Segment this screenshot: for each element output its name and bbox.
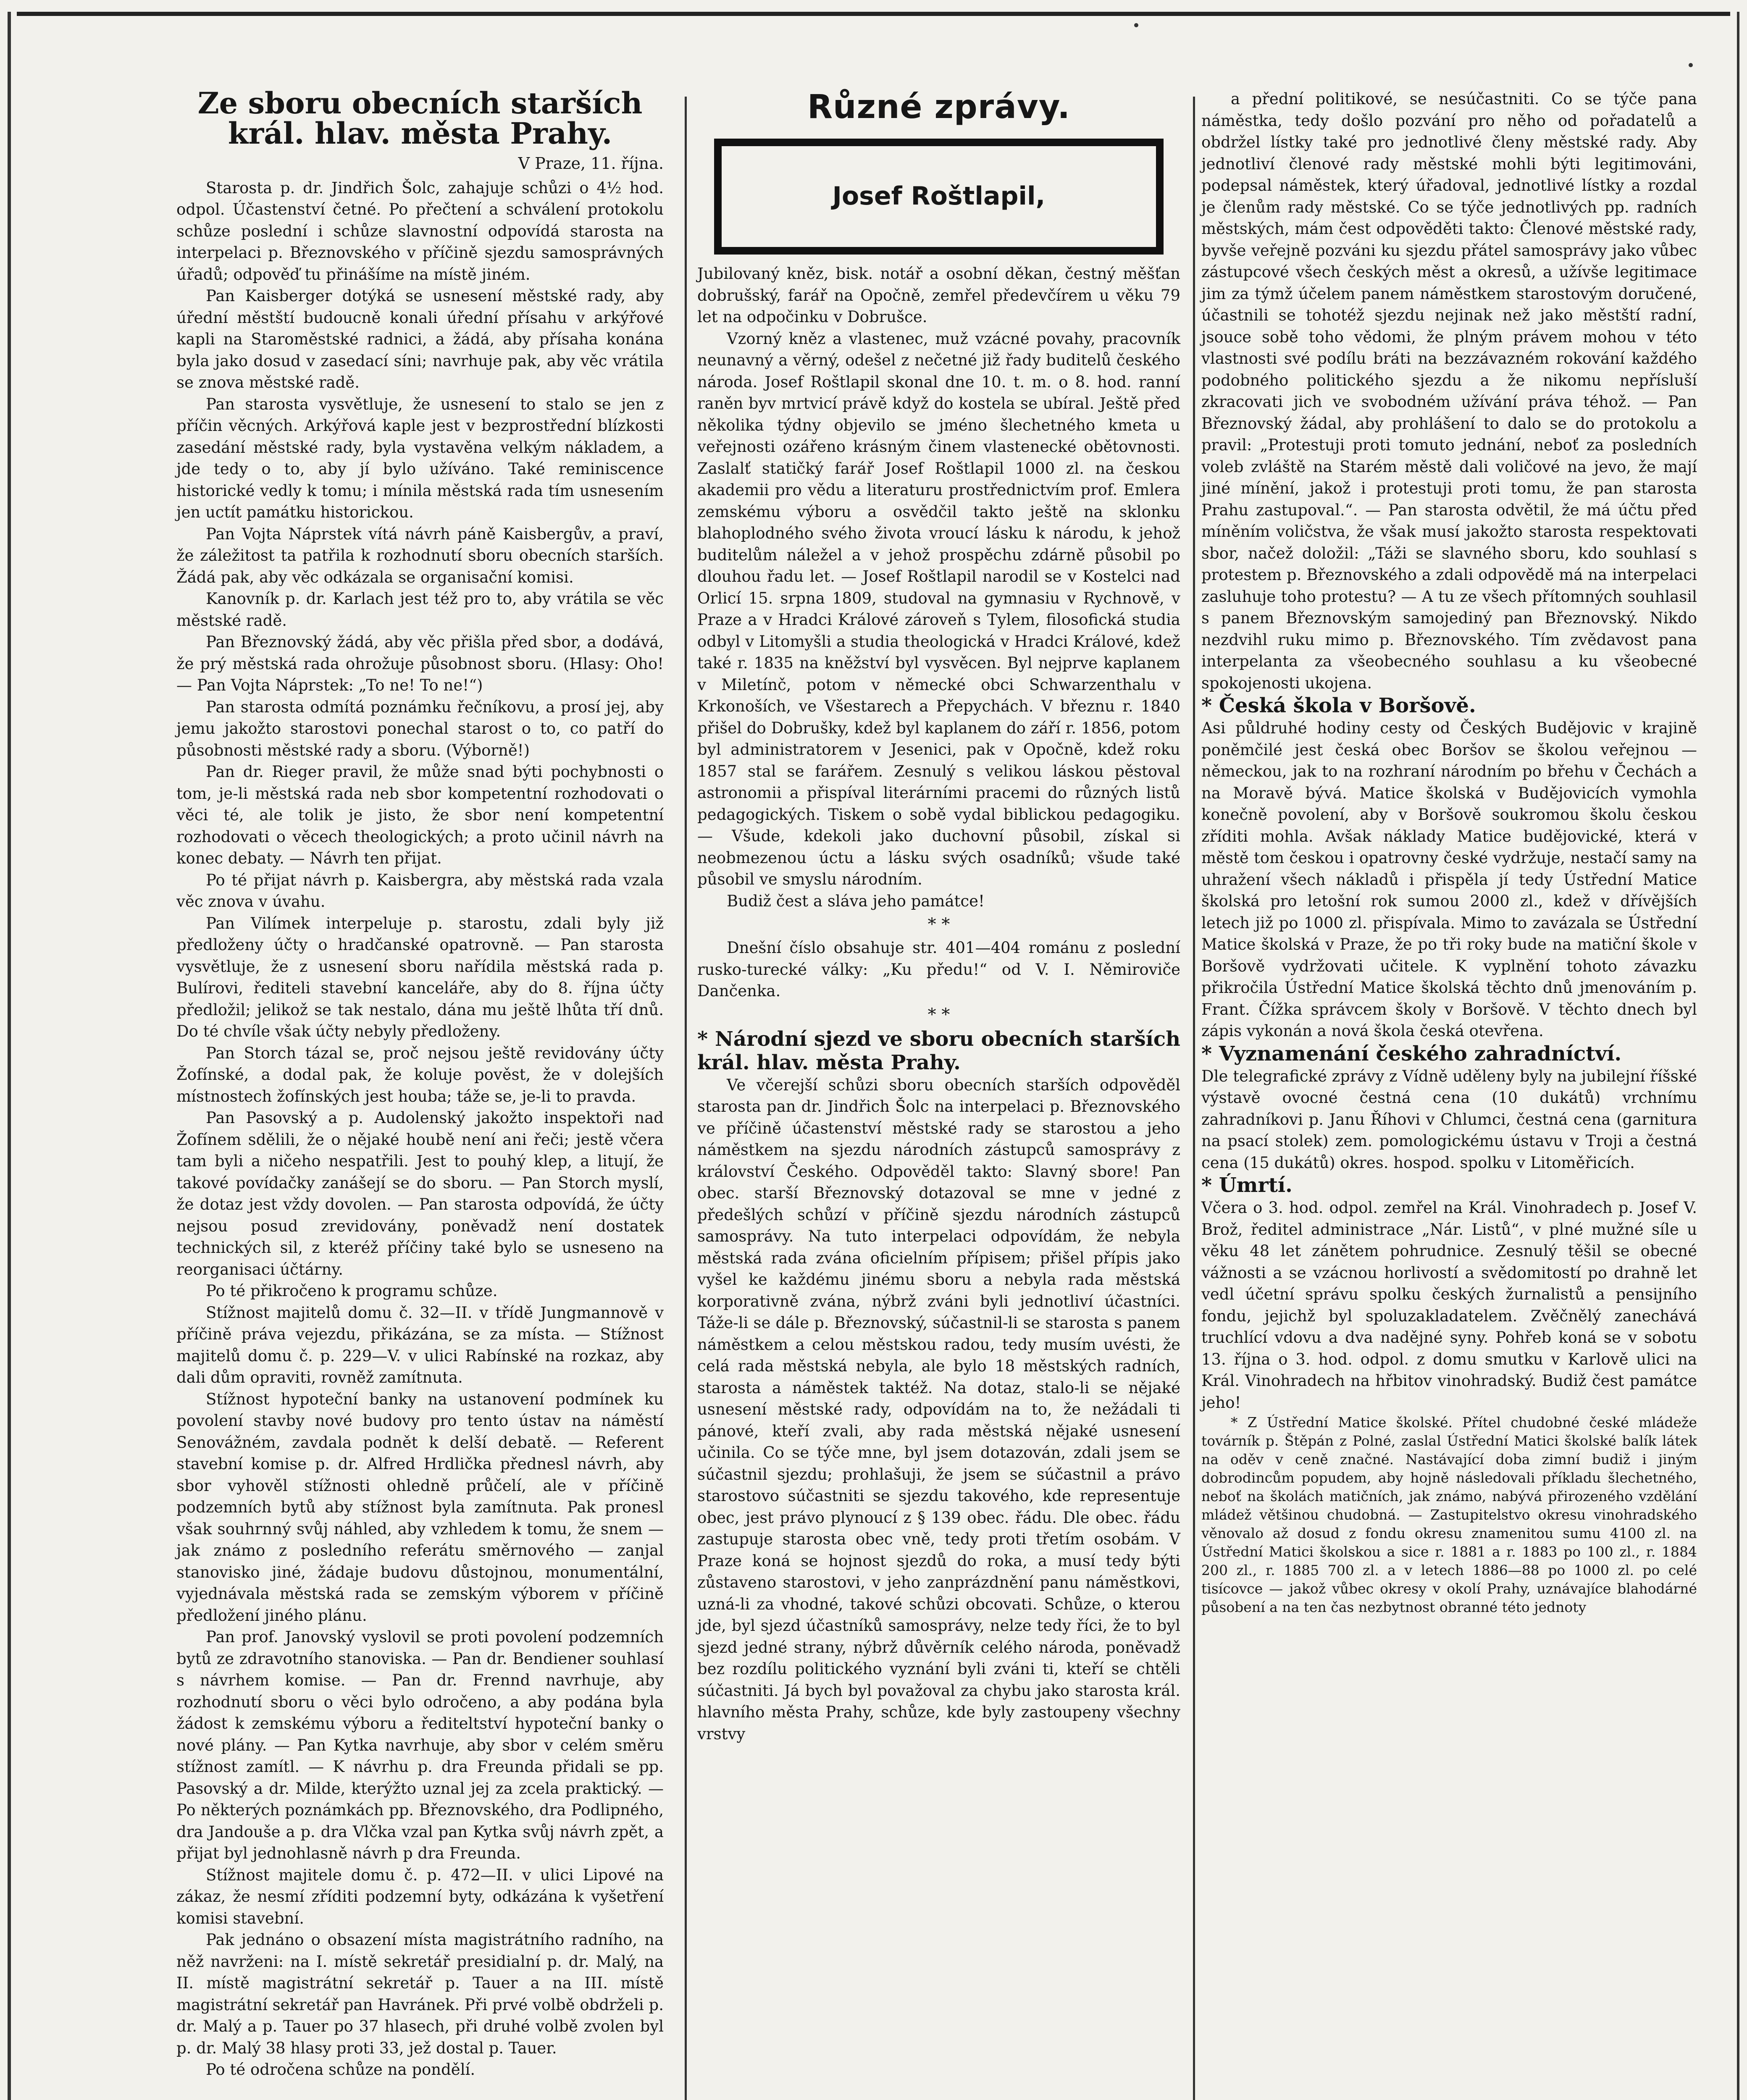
paragraph: Kanovník p. dr. Karlach jest též pro to, aby vrátila se věc městské radě. [176,590,664,630]
column-rule-1 [685,97,687,2100]
obituary-intro: Jubilovaný kněz, bisk. notář a osobní děkan, čestný měšťan dobrušský, farář na Opočně, zemřel předevčírem u věku 79 let na odpočinku v Dobrušce. [697,265,1180,326]
paragraph: Stížnost majitelů domu č. 32—II. v třídě Jungmannově v příčině práva vejezdu, přikázána, se za místa. — Stížnost majitelů domu č. p. 229—V. v ulici Rabínské na rozkaz, aby dali dům opraviti, rovněž zamítnuta. [176,1303,664,1386]
paragraph: Pak jednáno o obsazení místa magistrátního radního, na něž navrženi: na I. místě sekretář presidialní p. dr. Malý, na II. místě magistrátní sekretář p. Tauer a na III. místě magistrátní sekretář pan Havránek. Při prvé volbě obdrželi p. dr. Malý a p. Tauer po 37 hlasech, při druhé volbě zvolen byl p. dr. Malý 38 hlasy proti 33, jež dostal p. Tauer. [176,1931,664,2057]
end-rule [176,2091,664,2100]
paragraph: Vzorný kněz a vlastenec, muž vzácné povahy, pracovník neunavný a věrný, odešel z nečetné již řady buditelů českého národa. Josef Roštlapil skonal dne 10. t. m. o 8. hod. ranní raněn byv mrtvicí právě když do kostela se ubíral. Ještě před několika týdny objevilo se jméno šlechetného kmeta u veřejnosti ozářeno krásným činem vlastenecké obětovnosti. Zaslalť statičký farář Josef Roštlapil 1000 zl. na českou akademii pro vědu a literaturu prostřednictvím prof. Emlera zemskému výboru a osvědčil takto ještě na sklonku blahoplodného svého života vroucí lásku k národu, k jehož buditelům náležel a v jehož prospěchu zdárně působil po dlouhou řadu let. — Josef Roštlapil narodil se v Kostelci nad Orlicí 15. srpna 1809, studoval na gymnasiu v Rychnově, v Praze a v Hradci Králové zároveň s Tylem, filosofická studia odbyl v Litomyšli a studia theologická v Hradci Králové, kdež také r. 1835 na kněžství byl vysvěcen. Byl nejprve kaplanem v Miletínč, potom v německé obci Schwarzenthalu v Krkonoších, ve Všestarech a Přepychách. V březnu r. 1840 přišel do Dobrušky, kdež byl kaplanem do září r. 1856, potom byl administratorem v Jesenici, pak v Opočně, kdež roku 1857 stal se farářem. Zesnulý s velikou láskou pěstoval astronomii a přispíval literárními pracemi do různých listů pedagogických. Tiskem o sobě vydal biblickou pedagogiku. — Všude, kdekoli jako duchovní působil, získal si neobmezenou úctu a lásku svých osadníků; všude také působil ve smyslu národním. [697,329,1180,888]
vyznam-text: Dle telegrafické zprávy z Vídně uděleny byly na jubilejní říšské výstavě ovocné čestná cena (10 dukátů) vrchnímu zahradníkovi p. Janu Říhovi v Chlumci, čestná cena (garnitura na psací stolek) zem. pomologickému ústavu v Troji a čestná cena (15 dukátů) okres. hospod. spolku v Litoměřicích. [1201,1067,1697,1172]
umrti-title: * Úmrtí. [1201,1173,1293,1197]
paragraph: Pan starosta vysvětluje, že usnesení to stalo se jen z příčin věcných. Arkýřová kaple jest v bezprostřední blízkosti zasedání městské rady, byla vystavěna velkým nákladem, a jde tedy o to, aby jí bylo užíváno. Také reminiscence historické vedly k tomu; i mínila městská rada tím usnesením jen uctít památku historickou. [176,395,664,521]
paragraph: Pan Pasovský a p. Audolenský jakožto inspektoři nad Žofínem sdělili, že o nějaké houbě není ani řeči; jestě včera tam byli a ničeho nespatřili. Jest to pouhý klep, a litují, že takové povídačky zanášejí se do sboru. — Pan Storch myslí, že dotaz jest vždy dovolen. — Pan starosta odpovídá, že účty nejsou posud zrevidovány, poněvadž není dostatek technických sil, z kteréž příčiny také bylo se usneseno na reorganisaci účtárny. [176,1109,664,1278]
column-rule-2 [1193,97,1195,2100]
paragraph: a přední politikové, se nesúčastniti. Co se týče pana náměstka, tedy došlo pozvání pro něho od pořadatelů a obdržel lístky také pro jednotlivé členy městské rady. Aby jednotliví členové rady městské mohli býti legitimováni, podepsal náměstek, který úřadoval, jednotlivé lístky a rozdal je členům rady městské. Co se týče jednotlivých pp. radních městských, mám čest odpověděti takto: Členové městské rady, byvše veřejně pozváni ku sjezdu přátel samosprávy jako vůbec zástupcové všech českých měst a okresů, a užívše legitimace jim za týmž účelem panem náměstkem starostovým doručené, účastnili se tohotéž sjezdu nejinak než jako městští radní, jsouce sobě toho vědomi, že plným právem mohou v této vlastnosti své podílu bráti na bezzávazném rokování každého podobného politického sjezdu a že nikomu nepřísluší zkracovati jich ve svobodném užívání práva téhož. — Pan Březnovský žádal, aby prohlášení to dalo se do protokolu a pravil: „Protestuji proti tomuto jednání, neboť za posledních voleb zvláště na Starém městě dali voličové na jevo, že mají jiné mínění, jakož i protestuji proti tomu, že pan starosta Prahu zastupoval.“. — Pan starosta odvětil, že má účtu před míněním voličstva, že však musí jakožto starosta respektovati sbor, načež doložil: „Táži se slavného sboru, kdo souhlasí s protestem p. Březnovského a zdali odpovědě má na interpelaci zasluhuje toho protestu? — A tu ze všech přítomných souhlasil s panem Březnovským samojediný pan Březnovský. Nikdo nezdvihl ruku mimo p. Březnovského. Tím zvědavost pana interpelanta za všeobecného souhlasu a ku všeobecné spokojenosti ukojena. [1201,90,1697,692]
middle-column [697,88,1180,1745]
article-title: Ze sboru obecních starších král. hlav. města Prahy. [197,86,643,151]
separator-stars: * * [927,915,950,934]
paragraph: Pan Storch tázal se, proč nejsou ještě revidovány účty Žofínské, a dodal pak, že koluje pověst, že v dolejších místnostech žofínských jest houba; táže se, je-li to pravda. [176,1044,664,1105]
right-column [1201,88,1697,1617]
continuation-body [1201,88,1697,694]
paragraph: Pan starosta odmítá poznámku řečníkovu, a prosí jej, aby jemu jakožto starostovi ponechal starost o to, co patří do působnosti městské rady a sboru. (Výborně!) [176,698,664,759]
scan-speck [1134,23,1138,27]
scan-speck [1689,63,1693,67]
paragraph: Stížnost majitele domu č. p. 472—II. v ulici Lipové na zákaz, že nesmí zříditi podzemní byty, odkázána k vyšetření komisi stavební. [176,1866,664,1927]
umrti-text: Včera o 3. hod. odpol. zemřel na Král. Vinohradech p. Josef V. Brož, ředitel administrace „Nár. Listů“, v plné mužné síle u věku 48 let zánětem pohrudnice. Zesnulý těšil se obecné vážnosti a se vzácnou horlivostí a svědomitostí po drahně let vedl účetní správu spolku českých žurnalistů a pensijního fondu, jejichž byl spoluzakladatelem. Zvěčnělý zanechává truchlící vdovu a dva nadějné syny. Pohřeb koná se v sobotu 13. října o 3. hod. odpol. z domu smutku v Karlově ulici na Král. Vinohradech na hřbitov vinohradský. Budiž čest památce jeho! [1201,1199,1697,1412]
section-title: Různé zprávy. [807,88,1071,126]
left-column [176,88,664,2100]
separator-stars: * * [927,1005,950,1024]
skola-text: Asi půldruhé hodiny cesty od Českých Budějovic v krajině poněmčilé jest česká obec Boršov se školou veřejnou — německou, jak to na rozhraní národním po břehu v Čechách a na Moravě bývá. Matice školská v Budějovicích vymohla konečně povolení, aby v Boršově soukromou školu českou zříditi mohla. Avšak náklady Matice budějovické, která v městě tom českou i opatrovny české vydržuje, nestačí samy na uhražení všech nákladů i přispěla jí tedy Ústřední Matice školská pro letošní rok sumou 2000 zl., kdež v dřívějších letech již po 1000 zl. přispívala. Mimo to zavázala se Ústřední Matice školská v Praze, že po tři roky bude na matiční škole v Boršově vydržovati učitele. K vyplnění tohoto závazku přikročila Ústřední Matice školská těchto dnů jmenováním p. Frant. Čížka správcem školy v Boršově. V těchto dnech byl zápis vykonán a nová škola česká otevřena. [1201,719,1697,1040]
skola-title: * Česká škola v Boršově. [1201,694,1476,717]
article-body [176,177,664,2081]
paragraph: Starosta p. dr. Jindřich Šolc, zahajuje schůzi o 4½ hod. odpol. Účastenství četné. Po přečtení a schválení protokolu schůze poslední i schůze slavnostní odpovídá starosta na interpelaci p. Březnovského v příčině sjezdu samosprávných úřadů; odpověď tu přinášíme na místě jiném. [176,178,664,284]
paragraph: Po té přijat návrh p. Kaisbergra, aby městská rada vzala věc znova v úvahu. [176,871,664,911]
matice-text: * Z Ústřední Matice školské. Přítel chudobné české mládeže továrník p. Štěpán z Polné, zaslal Ústřední Matici školské balík látek na oděv v ceně značné. Nastávající doba zimní budiž i jiným dobrodincům popudem, aby hojně následovali příkladu šlechetného, neboť na školách matičních, jak známo, nabývá přirozeného vzdělání mládež většinou chudobná. — Zastupitelstvo okresu vinohradského věnovalo až dosud z fondu okresu znamenitou sumu 4100 zl. na Ústřední Matici školskou a sice r. 1881 a r. 1883 po 100 zl., r. 1884 200 zl., r. 1885 700 zl. a v letech 1886—88 po 1000 zl. po celé tisícovce — jakož vůbec okresy v okolí Prahy, uznávajíce blahodárné působení a na ten čas nezbytnost obranné této jednoty [1201,1414,1697,1615]
paragraph: Budiž čest a sláva jeho památce! [727,892,985,910]
paragraph: Pan dr. Rieger pravil, že může snad býti pochybnosti o tom, je-li městská rada neb sbor kompetentní rozhodovati o věci té, ale tolik je jisto, že sbor není kompetentní rozhodovati o věcech theologických; a proto učinil návrh na konec debaty. — Návrh ten přijat. [176,763,664,867]
paragraph: Po té přikročeno k programu schůze. [206,1282,498,1300]
novel-note: Dnešní číslo obsahuje str. 401—404 románu z poslední rusko-turecké války: „Ku předu!“ od V. I. Němiroviče Dančenka. [697,939,1180,1000]
left-border [8,12,11,2100]
top-border [17,12,1730,16]
paragraph: Pan Vojta Náprstek vítá návrh páně Kaisbergův, a praví, že záležitost ta patřila k rozhodnutí sboru obecních starších. Žádá pak, aby věc odkázala se organisační komisi. [176,525,664,586]
vyznam-title: * Vyznamenání českého zahradníctví. [1201,1042,1622,1066]
obituary-body [697,328,1180,912]
dateline: V Praze, 11. října. [518,154,664,173]
paragraph: Stížnost hypoteční banky na ustanovení podmínek ku povolení stavby nové budovy pro tento ústav na náměstí Senovážném, zavdala podnět k delší debatě. — Referent stavební komise p. dr. Alfred Hrdlička přednesl návrh, aby sbor vyhověl stížnosti ohledně průčelí, ale v příčině podzemních bytů aby stížnost byla zamítnuta. Pak pronesl však souhrnný svůj náhled, aby vzhledem k tomu, že snem — jak známo z posledního referátu směrnového — zanjal stanovisko jiné, žádaje budovu důstojnou, monumentální, vyjednávala městská rada se zemským výborem v příčině předložení jiného plánu. [176,1390,664,1625]
paragraph: Pan prof. Janovský vyslovil se proti povolení podzemních bytů ze zdravotního stanoviska. — Pan dr. Bendiener souhlasí s návrhem komise. — Pan dr. Frennd navrhuje, aby rozhodnutí sboru o věci bylo odročeno, a aby podána byla žádost k zemskému výboru a řediteltství hypoteční banky o nové plány. — Pan Kytka navrhuje, aby sbor v celém směru stížnost zamítl. — K návrhu p. dra Freunda přidali se pp. Pasovský a dr. Milde, kterýžto uznal jej za zcela praktický. — Po některých poznámkách pp. Březnovského, dra Podlipného, dra Jandouše a p. dra Vlčka vzal pan Kytka svůj návrh zpět, a přijat byl jednohlasně návrh p dra Freunda. [176,1628,664,1862]
sjezd-title: * Národní sjezd ve sboru obecních starších král. hlav. města Prahy. [697,1027,1180,1074]
obituary-name: Josef Roštlapil, [832,181,1046,211]
paragraph: Pan Kaisberger dotýká se usnesení městské rady, aby úřední městští budoucně konali úřední přísahu v arkýřové kapli na Staroměstské radnici, a žádá, aby přísaha konána byla jako dosud v zasedací síni; navrhuje pak, aby věc vrátila se znova městské radě. [176,287,664,391]
paragraph: Pan Vilímek interpeluje p. starostu, zdali byly již předloženy účty o hradčanské opatrovně. — Pan starosta vysvětluje, že z usnesení sboru nařídila městská rada p. Bulírovi, řediteli stavební kanceláře, aby do 8. října účty předložil; jelikož se tak nestalo, dána mu ještě lhůta tří dnů. Do té chvíle však účty nebyly předloženy. [176,914,664,1040]
paragraph: Po té odročena schůze na pondělí. [206,2061,475,2079]
paragraph: Pan Březnovský žádá, aby věc přišla před sbor, a dodává, že prý městská rada ohrožuje působnost sboru. (Hlasy: Oho! — Pan Vojta Náprstek: „To ne! To ne!“) [176,633,664,694]
right-border [1737,12,1739,2100]
obituary-frame [714,139,1164,255]
sjezd-text: Ve včerejší schůzi sboru obecních starších odpověděl starosta pan dr. Jindřich Šolc na interpelaci p. Březnovského ve příčině účastenství městské rady se starostou a jeho náměstkem na sjezdu národních zástupců samosprávy z království Českého. Odpověděl takto: Slavný sbore! Pan obec. starší Březnovský dotazoval se mne v jedné z předešlých schůzí v příčině sjezdu národních zástupců samosprávy. Na tuto interpelaci odpovídám, že nebyla městská rada zvána oficielním přípisem; přišel přípis jako vyšel ke každému jinému sboru a nebyla rada městská korporativně zvána, nýbrž zváni byli jednotliví účastníci. Táže-li se dále p. Březnovský, súčastnil-li se starosta s panem náměstkem a celou městskou radou, tedy musím uvésti, že celá rada městská nebyla, ale bylo 18 městských radních, starosta a náměstek taktéž. Na dotaz, stalo-li se nějaké usnesení městské rady, odpovídám na to, že nežádali ti pánové, kteří zvali, aby rada městská nějaké usnesení učinila. Co se týče mne, byl jsem dotazován, zdali jsem se súčastnil sjezdu; prohlašuji, že jsem se súčastnil a právo starostovo súčastniti se sjezdu takového, kde representuje obec, jest právo plynoucí z § 139 obec. řádu. Dle obec. řádu zastupuje starosta obec vně, tedy proti třetím osobám. V Praze koná se hojnost sjezdů do roka, a musí tedy býti zůstaveno starostovi, v jeho zanprázdnění panu náměstkovi, uzná-li za vhodné, takové schůzi obcovati. Schůze, o kterou jde, byl sjezd účastníků samosprávy, nelze tedy říci, že to byl sjezd jedné strany, nýbrž důvěrník celého národa, poněvadž bez rozdílu politického vyznání byli zváni ti, kteří se chtěli súčastniti. Já bych byl považoval za chybu jako starosta král. hlavního města Prahy, schůze, kde byly zastoupeny všechny vrstvy [697,1076,1180,1743]
